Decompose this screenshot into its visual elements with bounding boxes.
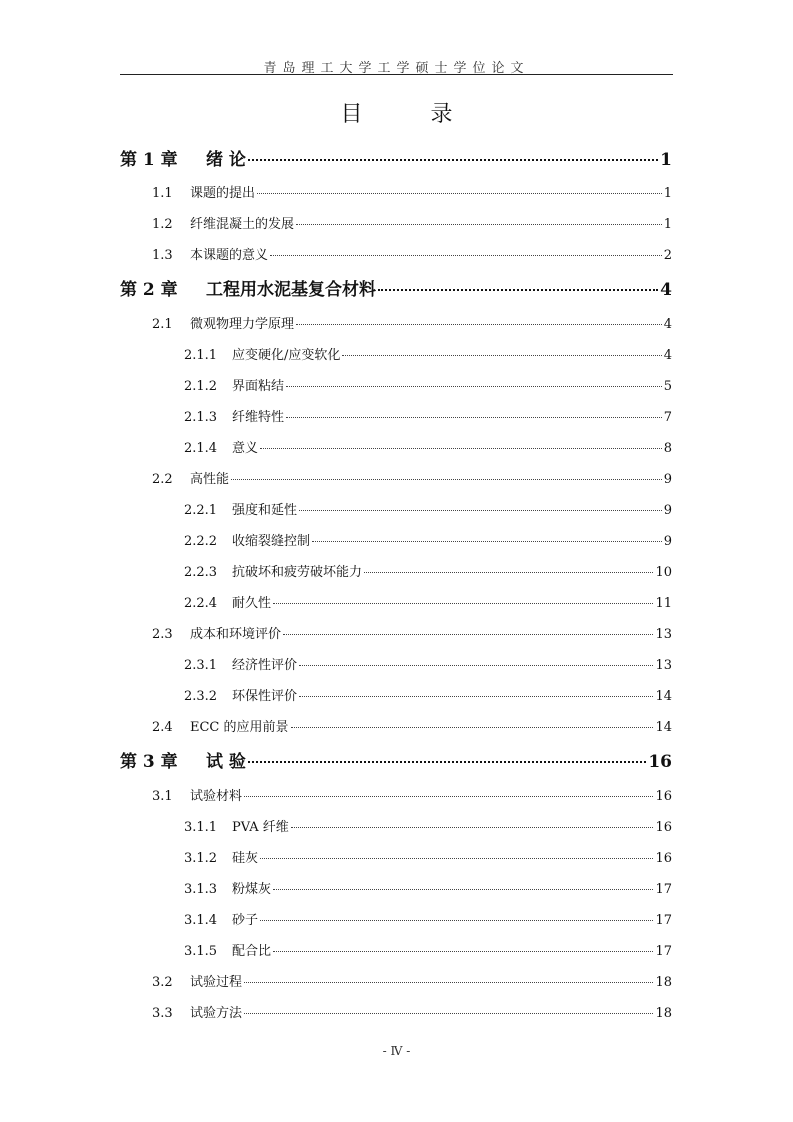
toc-entry-number: 2.4 [152, 720, 173, 735]
toc-entry-title: 界面粘结 [232, 379, 285, 394]
toc-entry-number: 3.1.2 [184, 851, 218, 866]
toc-entry-page: 1 [663, 217, 672, 232]
toc-dot-leader [248, 159, 658, 161]
toc-entry-title: 试 验 [206, 752, 246, 772]
toc-dot-leader [273, 951, 653, 952]
toc-entry-title: 耐久性 [232, 596, 272, 611]
toc-entry-title: 砂子 [232, 913, 259, 928]
toc-entry-page: 1 [663, 186, 672, 201]
toc-title-right: 录 [430, 102, 453, 127]
toc-dot-leader [299, 665, 653, 666]
toc-dot-leader [364, 572, 653, 573]
toc-dot-leader [291, 827, 654, 828]
toc-title [0, 97, 793, 128]
toc-dot-leader [378, 289, 658, 291]
toc-entry-sub[interactable] [184, 530, 672, 549]
toc-entry-number: 3.2 [152, 975, 173, 990]
toc-entry-page: 13 [655, 627, 672, 642]
toc-entry-page: 9 [663, 534, 672, 549]
toc-entry-number: 2.2 [152, 472, 173, 487]
toc-entry-title: 试验过程 [190, 975, 243, 990]
toc-entry-number: 第 1 章 [120, 150, 178, 170]
toc-entry-number: 1.2 [152, 217, 173, 232]
toc-entry-sec[interactable] [152, 971, 672, 990]
toc-entry-page: 16 [655, 851, 672, 866]
toc-dot-leader [231, 479, 662, 480]
toc-entry-sec[interactable] [152, 716, 672, 735]
toc-entry-number: 3.1.3 [184, 882, 218, 897]
toc-entry-sub[interactable] [184, 685, 672, 704]
toc-entry-number: 2.1.1 [184, 348, 218, 363]
toc-entry-page: 14 [655, 689, 672, 704]
toc-dot-leader [260, 858, 653, 859]
toc-dot-leader [299, 510, 662, 511]
toc-entry-number: 2.1 [152, 317, 173, 332]
toc-entry-page: 4 [663, 317, 672, 332]
toc-entry-title: 纤维特性 [232, 410, 285, 425]
toc-entry-number: 3.3 [152, 1006, 173, 1021]
toc-dot-leader [283, 634, 653, 635]
toc-entry-number: 2.2.4 [184, 596, 218, 611]
toc-entry-number: 第 2 章 [120, 280, 178, 300]
toc-entry-sub[interactable] [184, 344, 672, 363]
toc-entry-number: 第 3 章 [120, 752, 178, 772]
toc-entry-title: 高性能 [190, 472, 230, 487]
toc-dot-leader [270, 255, 662, 256]
toc-dot-leader [312, 541, 662, 542]
toc-entry-page: 18 [655, 1006, 672, 1021]
toc-dot-leader [260, 448, 662, 449]
toc-entry-title: 环保性评价 [232, 689, 298, 704]
toc-entry-title: 意义 [232, 441, 259, 456]
toc-dot-leader [244, 1013, 653, 1014]
toc-entry-sub[interactable] [184, 375, 672, 394]
toc-entry-title: 工程用水泥基复合材料 [206, 280, 376, 300]
toc-entry-sub[interactable] [184, 816, 672, 835]
toc-entry-page: 10 [655, 565, 672, 580]
toc-entry-page: 17 [655, 913, 672, 928]
toc-dot-leader [260, 920, 653, 921]
toc-entry-number: 2.1.3 [184, 410, 218, 425]
toc-entry-sub[interactable] [184, 909, 672, 928]
toc-entry-page: 9 [663, 472, 672, 487]
running-header: 青岛理工大学工学硕士学位论文 [263, 61, 530, 76]
toc-entry-chapter[interactable] [120, 275, 672, 300]
toc-entry-page: 7 [663, 410, 672, 425]
toc-entry-sec[interactable] [152, 313, 672, 332]
toc-entry-title: 配合比 [232, 944, 272, 959]
toc-entry-title: 强度和延性 [232, 503, 298, 518]
toc-entry-number: 3.1.5 [184, 944, 218, 959]
toc-entry-page: 4 [663, 348, 672, 363]
toc-dot-leader [248, 761, 646, 763]
toc-entry-title: 应变硬化/应变软化 [232, 348, 341, 363]
toc-entry-title: PVA 纤维 [232, 820, 289, 835]
toc-entry-number: 2.3.1 [184, 658, 218, 673]
toc-entry-sub[interactable] [184, 406, 672, 425]
toc-entry-title: 课题的提出 [190, 186, 256, 201]
toc-entry-page: 14 [655, 720, 672, 735]
toc-entry-sec[interactable] [152, 785, 672, 804]
toc-entry-page: 16 [648, 752, 672, 772]
toc-entry-title: 硅灰 [232, 851, 259, 866]
toc-dot-leader [291, 727, 654, 728]
toc-title-left: 目 [340, 102, 363, 127]
toc-entry-sec[interactable] [152, 1002, 672, 1021]
toc-entry-title: 收缩裂缝控制 [232, 534, 311, 549]
toc-entry-number: 2.2.2 [184, 534, 218, 549]
toc-entry-number: 3.1 [152, 789, 173, 804]
toc-entry-title: 微观物理力学原理 [190, 317, 295, 332]
toc-entry-sub[interactable] [184, 878, 672, 897]
toc-entry-number: 1.3 [152, 248, 173, 263]
toc-entry-number: 3.1.1 [184, 820, 218, 835]
toc-dot-leader [273, 889, 653, 890]
toc-dot-leader [286, 386, 662, 387]
toc-entry-sub[interactable] [184, 499, 672, 518]
toc-entry-page: 4 [660, 280, 672, 300]
toc-entry-page: 16 [655, 789, 672, 804]
toc-entry-chapter[interactable] [120, 145, 672, 170]
toc-entry-title: 绪 论 [206, 150, 246, 170]
toc-entry-number: 2.2.3 [184, 565, 218, 580]
toc-entry-sec[interactable] [152, 468, 672, 487]
header-rule [120, 74, 673, 75]
toc-entry-sub[interactable] [184, 940, 672, 959]
toc-entry-sub[interactable] [184, 437, 672, 456]
toc-entry-page: 16 [655, 820, 672, 835]
toc-entry-sec[interactable] [152, 213, 672, 232]
toc-dot-leader [286, 417, 662, 418]
toc-entry-sub[interactable] [184, 847, 672, 866]
toc-entry-title: 本课题的意义 [190, 248, 269, 263]
toc-entry-title: 粉煤灰 [232, 882, 272, 897]
toc-entry-title: 经济性评价 [232, 658, 298, 673]
toc-dot-leader [273, 603, 653, 604]
toc-entry-chapter[interactable] [120, 747, 672, 772]
toc-entry-page: 13 [655, 658, 672, 673]
toc-entry-number: 2.1.2 [184, 379, 218, 394]
toc-dot-leader [257, 193, 662, 194]
toc-entry-number: 2.3.2 [184, 689, 218, 704]
toc-entry-page: 17 [655, 944, 672, 959]
toc-entry-page: 9 [663, 503, 672, 518]
toc-entry-page: 17 [655, 882, 672, 897]
toc-entry-title: 试验材料 [190, 789, 243, 804]
toc-entry-number: 2.2.1 [184, 503, 218, 518]
toc-entry-page: 1 [660, 150, 672, 170]
toc-dot-leader [244, 796, 653, 797]
toc-entry-page: 5 [663, 379, 672, 394]
toc-entry-sec[interactable] [152, 244, 672, 263]
toc-dot-leader [296, 324, 662, 325]
toc-entry-number: 2.3 [152, 627, 173, 642]
toc-entry-page: 2 [663, 248, 672, 263]
toc-entry-sec[interactable] [152, 623, 672, 642]
toc-dot-leader [299, 696, 653, 697]
toc-entry-title: 试验方法 [190, 1006, 243, 1021]
toc-dot-leader [296, 224, 662, 225]
toc-entry-sub[interactable] [184, 592, 672, 611]
toc-entry-page: 8 [663, 441, 672, 456]
toc-entry-number: 1.1 [152, 186, 173, 201]
toc-entry-title: 纤维混凝土的发展 [190, 217, 295, 232]
toc-dot-leader [342, 355, 661, 356]
toc-dot-leader [244, 982, 653, 983]
toc-entry-sec[interactable] [152, 182, 672, 201]
toc-entry-title: 抗破坏和疲劳破坏能力 [232, 565, 363, 580]
toc-entry-page: 18 [655, 975, 672, 990]
toc-entry-sub[interactable] [184, 654, 672, 673]
toc-entry-number: 3.1.4 [184, 913, 218, 928]
toc-entry-page: 11 [655, 596, 672, 611]
toc-entry-title: 成本和环境评价 [190, 627, 282, 642]
toc-entry-sub[interactable] [184, 561, 672, 580]
toc-entry-number: 2.1.4 [184, 441, 218, 456]
page-number: - Ⅳ - [382, 1044, 411, 1058]
toc-entry-title: ECC 的应用前景 [190, 720, 289, 735]
